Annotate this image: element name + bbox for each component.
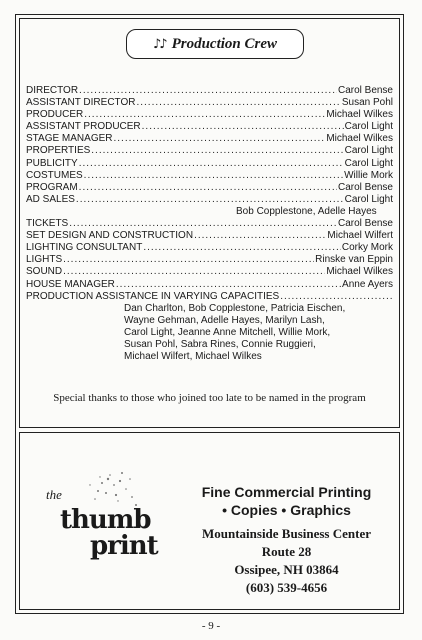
crew-role: LIGHTS (26, 254, 63, 266)
crew-name: Michael Wilkes (326, 266, 393, 278)
crew-row (26, 194, 393, 206)
crew-row (26, 85, 393, 97)
dot-leader (79, 158, 344, 170)
crew-row (26, 158, 393, 170)
crew-role: PROGRAM (26, 181, 78, 193)
crew-row (26, 230, 393, 242)
page-border (15, 14, 404, 614)
crew-name: Michael Wilfert (327, 230, 393, 242)
dot-leader (79, 182, 337, 194)
ad-city: Ossipee, NH 03864 (234, 562, 339, 577)
logo-thumb: thumb (60, 505, 151, 535)
crew-name: Michael Wilkes (326, 109, 393, 121)
dot-leader (76, 194, 344, 206)
ad-headline: Fine Commercial Printing (201, 484, 372, 500)
ad-services: • Copies • Graphics (222, 502, 351, 518)
dot-leader (142, 121, 344, 133)
crew-row (26, 254, 393, 266)
dot-leader (194, 230, 326, 242)
crew-role: PROPERTIES (26, 145, 91, 157)
crew-role: HOUSE MANAGER (26, 278, 115, 290)
crew-role: STAGE MANAGER (26, 133, 113, 145)
thumb-print-ad (19, 432, 400, 610)
crew-role: ASSISTANT PRODUCER (26, 121, 141, 133)
crew-row (26, 145, 393, 157)
ad-location: Mountainside Business Center (201, 526, 372, 541)
crew-role: PRODUCTION ASSISTANCE IN VARYING CAPACITIES (26, 290, 280, 302)
crew-role: LIGHTING CONSULTANT (26, 242, 143, 254)
dot-leader (69, 218, 337, 230)
thanks-note: Special thanks to those who joined too late to be named in the program (53, 392, 366, 404)
crew-name: Carol Bense (337, 181, 393, 193)
ad-details (180, 483, 393, 597)
assistance-names-line: Carol Light, Jeanne Anne Mitchell, Willie Mork, (124, 326, 331, 338)
crew-name: Carol Light (344, 145, 393, 157)
crew-row (26, 121, 393, 133)
crew-row (26, 242, 393, 254)
crew-name: Carol Light (344, 157, 393, 169)
page-title: Production Crew (171, 35, 278, 52)
crew-name: Rinske van Eppin (315, 254, 393, 266)
crew-name: Susan Pohl (341, 97, 393, 109)
crew-role: DIRECTOR (26, 85, 79, 96)
crew-name: Carol Bense (337, 85, 393, 96)
crew-name: Carol Bense (337, 218, 393, 230)
crew-role: PUBLICITY (26, 157, 78, 169)
crew-role: ASSISTANT DIRECTOR (26, 97, 136, 109)
crew-row (26, 133, 393, 145)
dot-leader (63, 254, 314, 266)
crew-name: Corky Mork (341, 242, 393, 254)
page-number: - 9 - (201, 620, 221, 632)
crew-role: TICKETS (26, 218, 69, 230)
ad-sales-extra-names: Bob Copplestone, Adelle Hayes (236, 205, 377, 217)
dot-leader (79, 85, 337, 97)
crew-name: Willie Mork (344, 169, 393, 181)
assistance-names-line: Dan Charlton, Bob Copplestone, Patricia Eischen, (124, 302, 346, 314)
crew-role: SET DESIGN AND CONSTRUCTION (26, 230, 194, 242)
crew-row (26, 279, 393, 291)
music-notes-icon: ♪♪ (152, 36, 166, 52)
assistance-names-line: Wayne Gehman, Adelle Hayes, Marilyn Lash, (124, 314, 325, 326)
assistance-names-line: Susan Pohl, Sabra Rines, Connie Ruggieri, (124, 338, 316, 350)
crew-name: Anne Ayers (342, 278, 393, 290)
ad-route: Route 28 (261, 544, 312, 559)
production-crew-section (19, 18, 400, 428)
crew-role: SOUND (26, 266, 63, 278)
dot-leader (136, 97, 340, 109)
crew-name: Carol Light (344, 121, 393, 133)
ad-phone: (603) 539-4656 (245, 580, 328, 595)
crew-row (26, 97, 393, 109)
crew-row (26, 182, 393, 194)
assistance-names-line: Michael Wilfert, Michael Wilkes (124, 351, 262, 363)
crew-name: Carol Light (344, 193, 393, 205)
crew-role: COSTUMES (26, 169, 83, 181)
crew-role: AD SALES (26, 193, 75, 205)
crew-role: PRODUCER (26, 109, 84, 121)
crew-name: Michael Wilkes (326, 133, 393, 145)
dot-leader (84, 170, 343, 182)
logo-print: print (90, 531, 158, 561)
crew-row (26, 266, 393, 278)
crew-row (26, 218, 393, 230)
title-banner (126, 29, 304, 59)
dot-leader (84, 109, 325, 121)
dot-leader (116, 279, 341, 291)
dot-leader (63, 266, 325, 278)
dot-leader (280, 291, 392, 303)
dot-leader (143, 242, 341, 254)
logo-the: the (46, 487, 62, 502)
crew-row (26, 170, 393, 182)
crew-row (26, 291, 393, 303)
dot-leader (91, 145, 343, 157)
crew-list (26, 85, 393, 363)
dot-leader (114, 133, 326, 145)
crew-row (26, 109, 393, 121)
